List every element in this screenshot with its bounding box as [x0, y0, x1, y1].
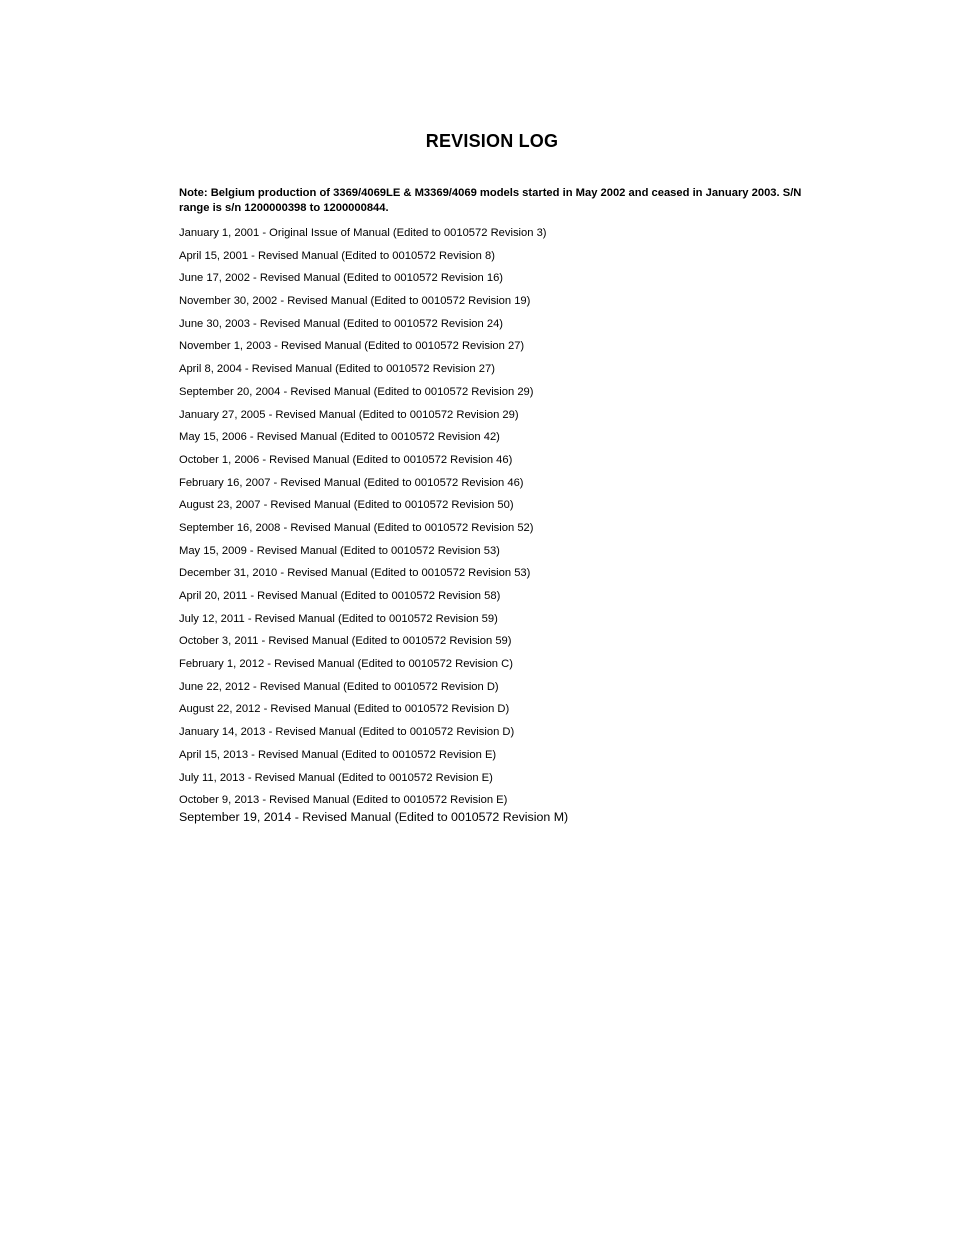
revision-entry: October 3, 2011 - Revised Manual (Edited to 0010572 Revision 59)	[179, 635, 512, 648]
revision-entry: July 11, 2013 - Revised Manual (Edited to 0010572 Revision E)	[179, 771, 493, 784]
revision-entry: January 1, 2001 - Original Issue of Manual (Edited to 0010572 Revision 3)	[179, 227, 547, 239]
revision-entry: January 14, 2013 - Revised Manual (Edited to 0010572 Revision D)	[179, 726, 515, 739]
revision-entry: April 15, 2001 - Revised Manual (Edited to 0010572 Revision 8)	[179, 249, 495, 262]
revision-entry: January 27, 2005 - Revised Manual (Edited to 0010572 Revision 29)	[179, 408, 519, 421]
revision-entry: November 30, 2002 - Revised Manual (Edited to 0010572 Revision 19)	[179, 295, 531, 308]
revision-entry: August 22, 2012 - Revised Manual (Edited to 0010572 Revision D)	[179, 703, 510, 716]
revision-entry: June 30, 2003 - Revised Manual (Edited to 0010572 Revision 24)	[179, 317, 504, 330]
revision-entry: October 9, 2013 - Revised Manual (Edited to 0010572 Revision E)	[179, 794, 508, 807]
revision-entry: February 1, 2012 - Revised Manual (Edited to 0010572 Revision C)	[179, 658, 513, 671]
revision-entry: February 16, 2007 - Revised Manual (Edited to 0010572 Revision 46)	[179, 476, 524, 489]
revision-entry: July 12, 2011 - Revised Manual (Edited to 0010572 Revision 59)	[179, 612, 498, 625]
revision-entry: November 1, 2003 - Revised Manual (Edited to 0010572 Revision 27)	[179, 340, 525, 353]
revision-entry: April 15, 2013 - Revised Manual (Edited to 0010572 Revision E)	[179, 748, 497, 761]
revision-entry: October 1, 2006 - Revised Manual (Edited to 0010572 Revision 46)	[179, 453, 513, 466]
revision-entry: April 20, 2011 - Revised Manual (Edited to 0010572 Revision 58)	[179, 590, 501, 602]
revision-list	[179, 222, 568, 826]
revision-entry: August 23, 2007 - Revised Manual (Edited to 0010572 Revision 50)	[179, 499, 514, 512]
revision-entry: December 31, 2010 - Revised Manual (Edited to 0010572 Revision 53)	[179, 567, 531, 580]
page-title: REVISION LOG	[425, 131, 559, 151]
revision-entry: June 17, 2002 - Revised Manual (Edited to 0010572 Revision 16)	[179, 272, 504, 285]
revision-entry: June 22, 2012 - Revised Manual (Edited to 0010572 Revision D)	[179, 680, 499, 693]
revision-entry: September 19, 2014 - Revised Manual (Edited to 0010572 Revision M)	[179, 809, 569, 824]
production-note: Note: Belgium production of 3369/4069LE & M3369/4069 models started in May 2002 and ceased in January 2003. S/N range is s/n 1200000398 to 1200000844.	[179, 187, 802, 214]
revision-entry: April 8, 2004 - Revised Manual (Edited to 0010572 Revision 27)	[179, 363, 495, 376]
revision-entry: September 16, 2008 - Revised Manual (Edited to 0010572 Revision 52)	[179, 521, 534, 534]
revision-entry: September 20, 2004 - Revised Manual (Edited to 0010572 Revision 29)	[179, 385, 534, 398]
revision-entry: May 15, 2009 - Revised Manual (Edited to 0010572 Revision 53)	[179, 544, 500, 557]
revision-entry: May 15, 2006 - Revised Manual (Edited to 0010572 Revision 42)	[179, 431, 500, 444]
